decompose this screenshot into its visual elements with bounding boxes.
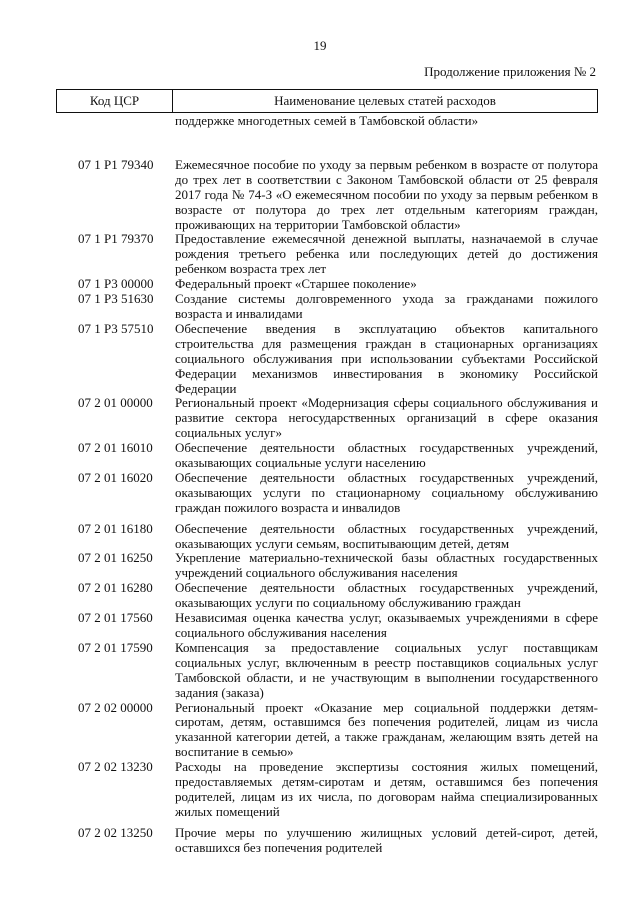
row-code: 07 2 02 13250	[78, 824, 153, 840]
row-description: Обеспечение деятельности областных государственных учреждений, оказывающих услуги по стационарному социальному обслуживанию граждан пожилого возраста и инвалидов	[175, 469, 598, 515]
row-code: 07 2 01 16280	[78, 580, 153, 596]
row-description: Укрепление материально-технической базы областных государственных учреждений социального обслуживания населения	[175, 550, 598, 581]
table-row	[56, 551, 598, 581]
table-row	[56, 114, 598, 129]
table-row	[56, 441, 598, 471]
row-code: 07 2 01 16250	[78, 550, 153, 566]
table-row	[56, 581, 598, 611]
row-code: 07 2 01 16020	[78, 469, 153, 485]
appendix-continuation-note: Продолжение приложения № 2	[424, 64, 596, 79]
row-code: 07 2 01 16010	[78, 440, 153, 456]
row-code: 07 1 P3 51630	[78, 291, 154, 307]
table-header	[56, 89, 598, 113]
table-row	[56, 760, 598, 820]
header-code-column: Код ЦСР	[57, 90, 173, 112]
row-description: Обеспечение деятельности областных государственных учреждений, оказывающих услуги по социальному обслуживанию граждан	[175, 580, 598, 611]
row-code: 07 2 01 17590	[78, 639, 153, 655]
row-code: 07 1 P1 79370	[78, 231, 154, 247]
table-row	[56, 158, 598, 233]
table-row	[56, 396, 598, 441]
row-description: Региональный проект «Модернизация сферы социального обслуживания и развитие сектора негосударственных организаций в сфере оказания социальных услуг»	[175, 395, 598, 441]
header-name-column: Наименование целевых статей расходов	[274, 93, 496, 108]
table-row	[56, 641, 598, 701]
row-description: Обеспечение введения в эксплуатацию объектов капитального строительства для размещения граждан в стационарных организациях социального обслуживания при использовании субъектами Российской Федерации механизмов инвестирования в экономику Российской Федерации	[175, 320, 598, 396]
row-description: Обеспечение деятельности областных государственных учреждений, оказывающих социальные услуги населению	[175, 440, 598, 471]
row-code: 07 2 02 00000	[78, 699, 153, 715]
table-row	[56, 232, 598, 277]
table-row	[56, 826, 598, 856]
row-code: 07 1 P3 00000	[78, 276, 154, 292]
row-description: Независимая оценка качества услуг, оказываемых учреждениями в сфере социального обслуживания населения	[175, 610, 598, 640]
table-row	[56, 322, 598, 397]
row-code: 07 2 01 17560	[78, 610, 153, 626]
row-description: поддержке многодетных семей в Тамбовской области»	[175, 113, 479, 128]
row-code: 07 2 01 00000	[78, 395, 153, 411]
table-row	[56, 292, 598, 322]
expense-table-body	[56, 114, 598, 856]
table-row	[56, 471, 598, 516]
row-description: Федеральный проект «Старшее поколение»	[175, 276, 417, 292]
table-row	[56, 522, 598, 552]
table-row	[56, 277, 598, 292]
row-code: 07 2 01 16180	[78, 520, 153, 536]
row-code: 07 1 P1 79340	[78, 156, 154, 172]
row-description: Обеспечение деятельности областных государственных учреждений, оказывающих услуги семьям, воспитывающим детей, детям	[175, 520, 598, 551]
row-description: Региональный проект «Оказание мер социальной поддержки детям-сиротам, детям, оставшимся без попечения родителей, лицам из числа указанной категории детей, а также гражданам, желающим взять детей на воспитание в семью»	[175, 699, 598, 760]
table-row	[56, 701, 598, 761]
row-description: Создание системы долговременного ухода за гражданами пожилого возраста и инвалидами	[175, 291, 598, 321]
row-code: 07 1 P3 57510	[78, 320, 154, 336]
row-code: 07 2 02 13230	[78, 759, 153, 775]
row-description: Предоставление ежемесячной денежной выплаты, назначаемой в случае рождения третьего ребенка или последующих детей до достижения ребенком возраста трех лет	[175, 231, 598, 277]
row-description: Расходы на проведение экспертизы состояния жилых помещений, предоставляемых детям-сиротам и детям, оставшимся без попечения родителей, лицам из их числа, по договорам найма специализированных жилых помещений	[175, 759, 598, 819]
row-description: Ежемесячное пособие по уходу за первым ребенком в возрасте от полутора до трех лет в соответствии с Законом Тамбовской области от 25 февраля 2017 года № 74-З «О ежемесячном пособии по уходу за первым ребенком в возрасте от полутора до трех лет отдельным категориям граждан, проживающих на территории Тамбовской области»	[175, 156, 598, 232]
row-description: Компенсация за предоставление социальных услуг поставщикам социальных услуг, включенным в реестр поставщиков социальных услуг Тамбовской области, и не участвующим в выполнении государственного задания (заказа)	[175, 639, 598, 700]
row-description: Прочие меры по улучшению жилищных условий детей-сирот, детей, оставшихся без попечения родителей	[175, 824, 598, 855]
row-code	[56, 114, 171, 129]
page-number: 19	[313, 38, 327, 53]
table-row	[56, 611, 598, 641]
